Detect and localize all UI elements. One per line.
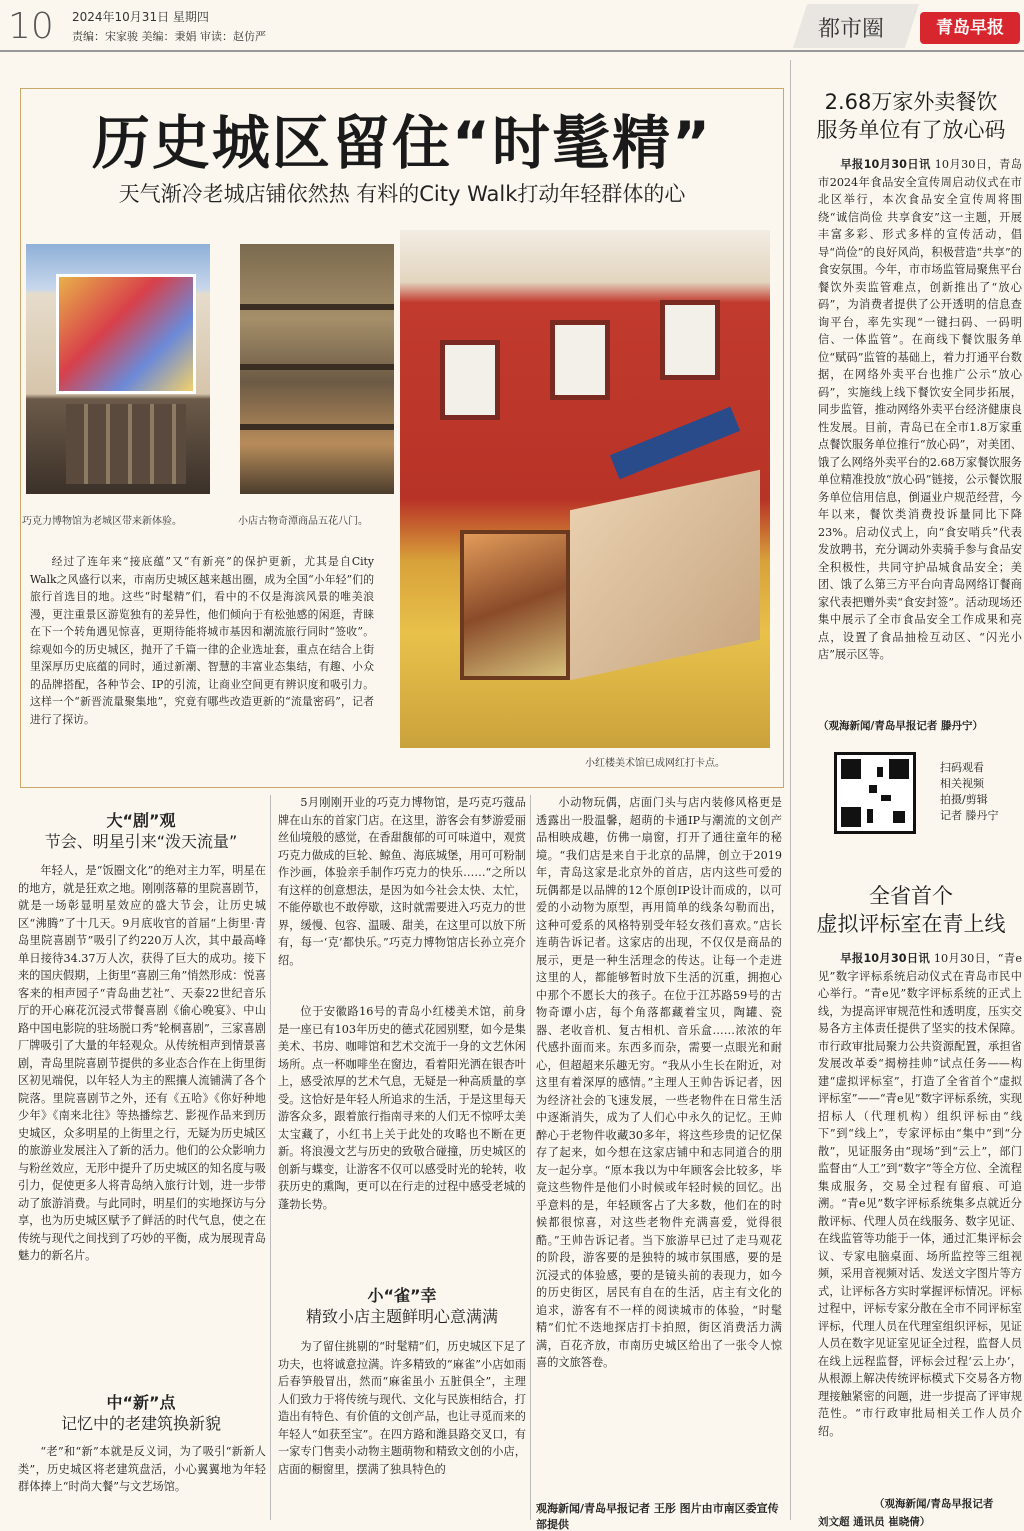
- photo-caption: 小红楼美术馆已成网红打卡点。: [585, 758, 725, 769]
- side-story-credit: （观海新闻/青岛早报记者 滕丹宁）: [818, 720, 983, 732]
- side-story-title: 虚拟评标室在青上线: [816, 912, 1006, 936]
- feature-headline: 历史城区留住“时髦精”: [91, 109, 713, 177]
- side-story-credit: 刘文超 通讯员 崔晓倩）: [818, 1516, 931, 1528]
- section-title: 中“新”点: [106, 1393, 176, 1412]
- photo-red-building-gallery: [400, 230, 770, 748]
- article-byline: 观海新闻/青岛早报记者 王彤 图片由市南区委宣传部提供: [536, 1502, 779, 1531]
- page-number: 10: [8, 6, 54, 47]
- side-story-text: 10月30日，“青e见”数字评标系统启动仪式在青岛市民中心举行。“青e见”数字评标系统的正式上线，为提高评审规范性和透明度，压实交易各方主体责任提供了坚实的技术保障。市行政审批局聚力公共资源配置，承担省发展改革委“揭榜挂帅”试点任务——构建“虚拟评标室”，打造了全省首个“虚拟评标室”——“青e见”数字评标系统，实现招标人（代理机构）组织评标由“线下”到“线上”，专家评标由“集中”到“分散”，见证服务由“现场”到“云上”，部门监督由“人工”到“数字”等全方位、全流程集成服务，交易全过程有留痕、可追溯。“青e见”数字评标系统集多点就近分散评标、代理人员在线服务、数字见证、在线监管等功能于一体，通过汇集评标会议、专家电脑桌面、场所监控等三组视频，采用音视频对话、发送文字图片等方式，让评标各方实时掌握评标情况。评标过程中，评标专家分散在全市不同评标室评标，代理人员在代理室组织评标，见证人员在数字见证室见证全过程，监督人员在线上远程监督，评标会过程‘云上办’，从根源上解决传统评标模式下交易各方物理接触紧密的问题，进一步提高了评审规范性。“市行政审批局相关工作人员介绍。: [818, 952, 1022, 1438]
- photo-caption: 巧克力博物馆为老城区带来新体验。: [22, 516, 182, 527]
- article-paragraph: 位于安徽路16号的青岛小红楼美术馆，前身是一座已有103年历史的德式花园别墅，如今是集美术、书房、咖啡馆和艺术交流于一身的文艺休闲场所。点一杯咖啡坐在窗边，看着阳光洒在银杏叶上，感受浓厚的艺术气息，无疑是一种高质量的享受。这恰好是年轻人所追求的生活，于是这里每天游客众多，跟着旅行指南寻来的人们无不惊呼太美太宝藏了，小红书上关于此处的攻略也不断在更新。将浪漫文艺与历史的致敬合碰撞，历史城区的创新与蝶变，让游客不仅可以感受时光的轮转，收获历史的熏陶，更可以在行走的过程中感受老城的蓬勃长势。: [278, 1005, 526, 1211]
- feature-intro: 经过了连年来“接底蕴”又“有新亮”的保护更新，尤其是自City Walk之风盛行以来，市南历史城区越来越出圈，成为全国“小年轻”们的旅行首选目的地。这些“时髦精”们，看中的不仅是海滨风景的唯美浪漫，更注重景区游览独有的差异性，他们倾向于有松弛感的闲逛，青睐在下一个转角遇见惊喜，更期待能将城市基因和潮流旅行同时“签收”。综观如今的历史城区，抛开了千篇一律的企业选址套，重点在结合上街里深厚历史底蕴的同时，通过新潮、智慧的丰富业态集结，有趣、小众的品牌搭配，各种节会、IP的引流，让商业空间更有辨识度和吸引力。这样一个“新晋流量聚集地”，究竟有哪些改造更新的“流量密码”，记者进行了探访。: [30, 555, 374, 726]
- side-story-title: 2.68万家外卖餐饮: [824, 90, 998, 114]
- dateline: 早报10月30日讯: [840, 952, 930, 965]
- issue-date: 2024年10月31日 星期四: [72, 10, 209, 24]
- article-paragraph: 小动物玩偶，店面门头与店内装修风格更是透露出一股温馨，超萌的卡通IP与潮流的文创产品相映成趣，仿佛一扇窗，打开了通往童年的秘境。“我们店是来自于北京的品牌，创立于2019年，青岛这家是北京外的首店，店内这些可爱的玩偶都是以品牌的12个原创IP设计而成的，以可爱的小动物为原型，再用简单的线条勾勒而出，这种可爱系的风格特别受年轻女孩们喜欢。”店长连萌告诉记者。这家店的出现，不仅仅是商品的展示，更是一种生活理念的传达。让每一个走进这里的人，都能够暂时放下生活的沉重，拥抱心中那个不愿长大的孩子。在位于江苏路59号的古物奇谭小店，每个角落都藏着宝贝，陶罐、瓷器、老收音机、复古相机、音乐盒……浓浓的年代感扑面而来。东西多而杂，需要一点眼光和耐心，但超超来乐趣无穷。“我从小生长在附近，对这里有着深厚的感情。”主理人王帅告诉记者，因为经济社会的飞速发展，一些老物件在日常生活中逐渐消失，成为了人们心中永久的记忆。王帅醉心于老物件收藏30多年，将这些珍贵的记忆保存了起来，如今想在这家店铺中和志同道合的朋友一起分享。“原本我以为中年顾客会比较多，毕竟这些物件是他们小时候或年轻时候的回忆。出乎意料的是，年轻顾客占了大多数，他们在的时候都很惊喜，对这些老物件充满喜爱，觉得很酷。”王帅告诉记者。当下旅游早已过了走马观花的阶段，游客要的是独特的城市氛围感，要的是沉浸式的体验感，要的是镜头前的表现力，如今的历史街区，居民有自在的生活，店主有文化的追求，游客有不一样的阅读城市的体验，“时髦精”们忙不迭地探店打卡拍照，街区消费活力满满，百花齐放，市南历史城区给出了一张令人惊喜的文旅答卷。: [536, 796, 782, 1369]
- side-story-body: [818, 950, 1022, 1498]
- masthead-rule: [0, 50, 1024, 52]
- section-name: 都市圈: [818, 17, 885, 42]
- section-title: 小“雀”幸: [367, 1286, 437, 1305]
- qr-caption-line: 相关视频: [940, 777, 984, 790]
- photo-antique-shop: [240, 244, 394, 494]
- section-body: 年轻人，是“饭圈文化”的绝对主力军，明星在的地方，就是狂欢之地。刚刚落幕的里院喜剧节，就是一场彰显明星效应的盛大节会，让历史城区“沸腾”了十几天。9月底收官的首届“上街里·青岛里院喜剧节”吸引了约220万人次，其中最高峰单日接待34.37万人次，获得了巨大的成功。接下来的国庆假期，上街里“喜剧三角”悄然形成：悦喜客来的相声园子“青岛曲艺社”、天泰22世纪音乐厅的开心麻花沉浸式带餐喜剧《偷心晚宴》、中山路中国电影院的驻场脱口秀“轮桐喜剧”，三家喜剧厂牌吸引了大量的年轻观众。从传统相声到情景喜剧，青岛里院喜剧节提供的多业态合作在上街里街区初见端倪，以年轻人为主的熙攘人流铺满了各个院落。里院喜剧节之外，还有《五哈》《你好种地少年》《南来北往》等热播综艺、影视作品来到历史城区，众多明星的上街里之行，无疑为历史城区的旅游业发展注入了新的活力。他们的公众影响力与粉丝效应，无形中提升了历史城区的知名度与吸引力，促使更多人将青岛纳入旅行计划，进一步带动了旅游消费。与此同时，明星们的实地探访与分享，也为历史城区赋予了鲜活的时代气息，使之在传统与现代之间找到了巧妙的平衡，成为展现青岛魅力的新名片。: [18, 864, 266, 1262]
- side-story-title: 全省首个: [869, 884, 953, 908]
- section-title: 大“剧”观: [106, 811, 176, 830]
- photo-chocolate-museum: [26, 244, 210, 494]
- dateline: 早报10月30日讯: [840, 158, 931, 171]
- section-subtitle: 节会、明星引来“泼天流量”: [44, 832, 238, 851]
- side-story-title: 服务单位有了放心码: [816, 118, 1006, 142]
- article-paragraph: 5月刚刚开业的巧克力博物馆，是巧克巧蔻品牌在山东的首家门店。在这里，游客会有梦游爱丽丝仙境般的感觉，在香甜馥郁的可可味道中，观赏巧克力做成的巨轮、鲸鱼、海底城堡，用可可粉制作沙画，体验亲手制作巧克力的快乐……“之所以有这样的创意想法，是因为如今社会太快、太忙，不能停歇也不敢停歇，这时就需要进入巧克力的世界，缓慢、包容、温暖、甜美，在这里可以放下所有，每一‘克’都快乐。”巧克力博物馆店长孙立亮介绍。: [278, 796, 526, 967]
- feature-subheadline: 天气渐冷老城店铺依然热 有料的City Walk打动年轻群体的心: [118, 182, 686, 206]
- photo-caption: 小店古物奇潭商品五花八门。: [238, 516, 368, 527]
- section-subtitle: 记忆中的老建筑换新貌: [60, 1414, 221, 1433]
- section-body: 为了留住挑剔的“时髦精”们，历史城区下足了功夫，也将诚意拉满。许多精致的“麻雀”小店如雨后春笋般冒出，然而“麻雀虽小 五脏俱全”，主理人们致力于将传统与现代、文化与民族相结合，打造出有特色、有价值的文创产品，也让寻觅而来的年轻人“如获至宝”。在四方路和潍县路交叉口，有一家专门售卖小动物主题萌物和精致文创的小店，店面的橱窗里，摆满了独具特色的: [278, 1340, 526, 1476]
- side-story-credit: （观海新闻/青岛早报记者: [874, 1498, 994, 1510]
- column-divider: [530, 795, 531, 1520]
- paper-logo: 青岛早报: [920, 12, 1020, 44]
- qr-code-icon[interactable]: [834, 752, 916, 834]
- qr-caption: [940, 760, 1020, 824]
- section-subtitle: 精致小店主题鲜明心意满满: [305, 1307, 498, 1326]
- side-story-text: 10月30日，青岛市2024年食品安全宣传周启动仪式在市北区举行，本次食品安全宣传周将围绕“诚信尚俭 共享食安”这一主题，开展丰富多彩、形式多样的宣传活动，倡导“尚俭”的良好风尚，积极营造“共享”的食安氛围。今年，市市场监管局聚焦平台餐饮外卖监管难点，创新推出了“放心码”，为消费者提供了公开透明的信息查询平台，率先实现“一键扫码、一码明信、一体监管”。在商线下餐饮服务单位“赋码”监管的基础上，着力打通平台数据，在网络外卖平台也推广公示“放心码”，实施线上线下餐饮安全同步拓展，同步监管，推动网络外卖平台经济健康良性发展。目前，青岛已在全市1.8万家重点餐饮服务单位推行“放心码”，对美团、饿了么网络外卖平台的2.68万家餐饮服务单位精准投放“放心码”链接，公示餐饮服务单位信用信息，倒逼业户规范经营，今年以来，餐饮类消费投诉量同比下降23%。启动仪式上，向“食安哨兵”代表发放聘书，充分调动外卖骑手参与食品安全积极性，共同守护品城食品安全；美团、饿了么第三方平台向青岛网络订餐商家代表把赠外卖“食安封签”。活动现场还集中展示了全市食品安全工作成果和亮点，设置了食品抽检互动区、“闪光小店”展示区等。: [818, 158, 1022, 661]
- qr-caption-line: 扫码观看: [940, 761, 984, 774]
- section-body: “老”和“新”本就是反义词，为了吸引“新新人类”，历史城区将老建筑盘活，小心翼翼地为年轻群体捧上“时尚大餐”与文艺场馆。: [18, 1445, 266, 1493]
- side-story-body: [818, 156, 1022, 716]
- qr-caption-line: 记者 滕丹宁: [940, 809, 999, 822]
- column-divider: [790, 60, 791, 1520]
- editor-credits: 责编：宋家骏 美编：秉娟 审读：赵仿严: [72, 30, 266, 43]
- column-divider: [270, 795, 271, 1520]
- qr-caption-line: 拍摄/剪辑: [940, 793, 988, 806]
